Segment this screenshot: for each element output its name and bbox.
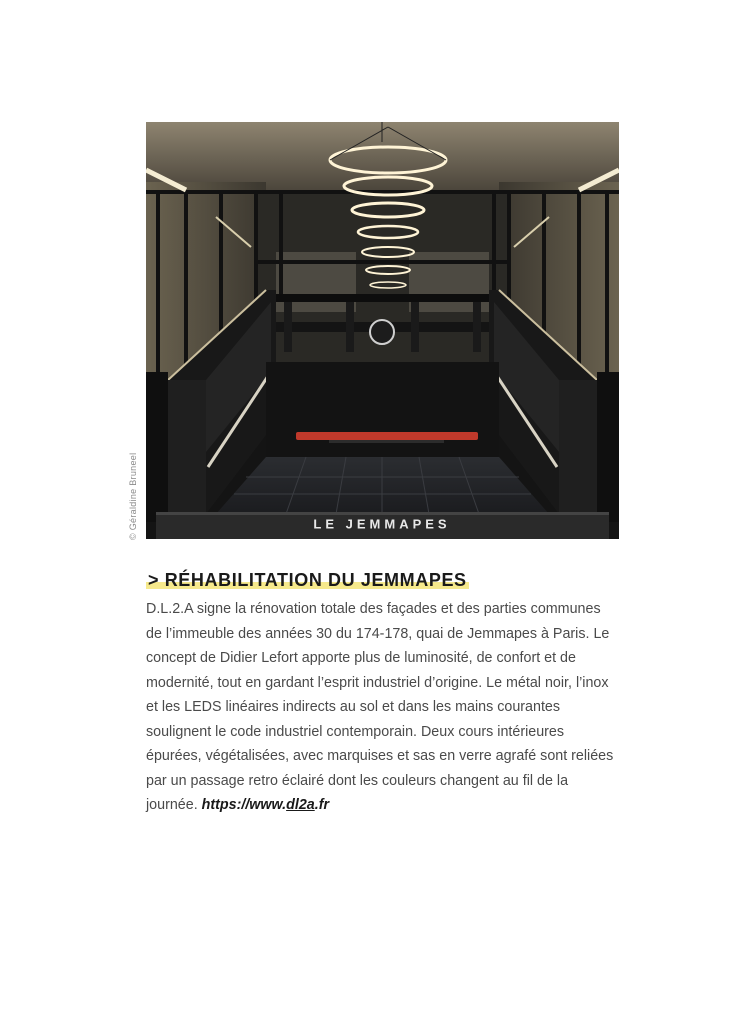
article-heading: > RÉHABILITATION DU JEMMAPES: [148, 570, 467, 590]
lobby-illustration: [146, 122, 619, 539]
photo-credit: © Géraldine Bruneel: [128, 452, 138, 540]
link-domain: dl2a: [286, 797, 315, 813]
link-prefix: https://www.: [201, 797, 287, 813]
lobby-photo: [146, 122, 619, 539]
article-body-text: D.L.2.A signe la rénovation totale des façades et des parties communes de l’immeuble des années 30 du 174-178, quai de Jemmapes à Paris. Le concept de Didier Lefort apporte plus de luminosité, de confort et de modernité, tout en gardant l’esprit industriel d’origine. Le métal noir, l’inox et les LEDS linéaires indirects au sol et dans les mains courantes soulignent le code industriel contemporain. Deux cours intérieures épurées, végétalisées, avec marquises et sas en verre agrafé sont reliées par un passage retro éclairé dont les couleurs changent au fil de la journée.: [146, 601, 614, 813]
floor-sign: LE JEMMAPES: [313, 516, 451, 532]
article-body: [146, 597, 616, 818]
link-suffix: .fr: [314, 797, 330, 813]
website-link[interactable]: [202, 797, 329, 813]
